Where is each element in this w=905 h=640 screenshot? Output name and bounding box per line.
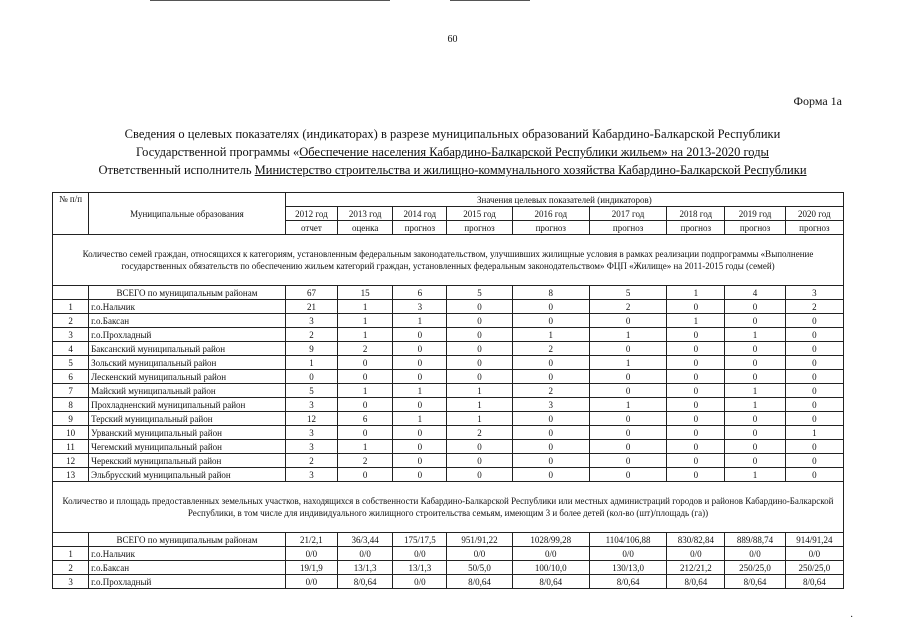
value-cell: 13/1,3 xyxy=(393,561,447,575)
header-year: 2014 год xyxy=(393,207,447,221)
value-cell: 1 xyxy=(725,328,785,342)
value-cell: 13/1,3 xyxy=(338,561,393,575)
value-cell: 100/10,0 xyxy=(512,561,589,575)
value-cell: 0 xyxy=(447,440,512,454)
value-cell: 0 xyxy=(667,328,725,342)
value-cell: 0 xyxy=(667,356,725,370)
value-cell: 0/0 xyxy=(285,547,337,561)
row-number: 3 xyxy=(53,328,89,342)
total-label: ВСЕГО по муниципальным районам xyxy=(89,533,286,547)
header-group: Значения целевых показателей (индикаторов) xyxy=(285,193,843,207)
value-cell: 0 xyxy=(393,370,447,384)
header-year: 2012 год xyxy=(285,207,337,221)
total-label: ВСЕГО по муниципальным районам xyxy=(89,286,286,300)
value-cell: 212/21,2 xyxy=(667,561,725,575)
table-row xyxy=(53,575,844,589)
value-cell: 0 xyxy=(589,468,666,482)
value-cell: 0 xyxy=(512,314,589,328)
value-cell: 0 xyxy=(785,384,843,398)
row-number: 1 xyxy=(53,547,89,561)
value-cell: 1 xyxy=(447,412,512,426)
value-cell: 0 xyxy=(589,426,666,440)
value-cell: 0 xyxy=(667,454,725,468)
value-cell: 0 xyxy=(725,426,785,440)
section-title: Количество и площадь предоставленных земельных участков, находящихся в собственности Кабардино-Балкарской Республики или местных администраций городов и районов Кабардино-Балкарской Республики, в том числе для индивидуального жилищного строительства семьям, имеющим 3 и более детей (кол-во (шт)/площадь (га)) xyxy=(53,482,844,533)
table-row xyxy=(53,412,844,426)
value-cell: 2 xyxy=(338,454,393,468)
value-cell: 1 xyxy=(393,384,447,398)
value-cell: 0 xyxy=(667,398,725,412)
header-type: оценка xyxy=(338,221,393,235)
value-cell: 250/25,0 xyxy=(785,561,843,575)
municipality-name: Эльбрусский муниципальный район xyxy=(89,468,286,482)
value-cell: 0 xyxy=(667,426,725,440)
value-cell: 0 xyxy=(338,356,393,370)
value-cell: 0 xyxy=(589,412,666,426)
municipality-name: Урванский муниципальный район xyxy=(89,426,286,440)
value-cell: 1 xyxy=(785,426,843,440)
total-value-cell: 175/17,5 xyxy=(393,533,447,547)
value-cell: 1 xyxy=(725,468,785,482)
row-number: 10 xyxy=(53,426,89,440)
value-cell: 0 xyxy=(338,468,393,482)
row-number: 7 xyxy=(53,384,89,398)
value-cell: 12 xyxy=(285,412,337,426)
value-cell: 0 xyxy=(785,440,843,454)
value-cell: 0/0 xyxy=(589,547,666,561)
total-num-cell xyxy=(53,533,89,547)
municipality-name: г.о.Баксан xyxy=(89,561,286,575)
total-value-cell: 5 xyxy=(589,286,666,300)
value-cell: 0 xyxy=(667,468,725,482)
value-cell: 1 xyxy=(338,300,393,314)
value-cell: 0 xyxy=(512,356,589,370)
total-value-cell: 1104/106,88 xyxy=(589,533,666,547)
header-year: 2019 год xyxy=(725,207,785,221)
header-type: прогноз xyxy=(589,221,666,235)
value-cell: 250/25,0 xyxy=(725,561,785,575)
total-value-cell: 4 xyxy=(725,286,785,300)
value-cell: 3 xyxy=(285,314,337,328)
row-number: 13 xyxy=(53,468,89,482)
value-cell: 130/13,0 xyxy=(589,561,666,575)
total-value-cell: 914/91,24 xyxy=(785,533,843,547)
value-cell: 0 xyxy=(725,356,785,370)
value-cell: 1 xyxy=(447,384,512,398)
header-type: прогноз xyxy=(393,221,447,235)
page-number: 60 xyxy=(447,34,458,45)
table-row xyxy=(53,440,844,454)
section-header-row xyxy=(53,482,844,533)
header-type: прогноз xyxy=(785,221,843,235)
value-cell: 0 xyxy=(667,342,725,356)
value-cell: 0 xyxy=(512,426,589,440)
row-number: 12 xyxy=(53,454,89,468)
total-value-cell: 830/82,84 xyxy=(667,533,725,547)
value-cell: 8/0,64 xyxy=(512,575,589,589)
value-cell: 0 xyxy=(447,356,512,370)
executor-prefix: Ответственный исполнитель xyxy=(98,163,255,177)
value-cell: 0 xyxy=(667,300,725,314)
total-row xyxy=(53,286,844,300)
value-cell: 0 xyxy=(393,328,447,342)
header-year: 2013 год xyxy=(338,207,393,221)
table-row xyxy=(53,426,844,440)
table-row xyxy=(53,300,844,314)
value-cell: 21 xyxy=(285,300,337,314)
value-cell: 8/0,64 xyxy=(589,575,666,589)
top-rule xyxy=(150,0,390,1)
value-cell: 0 xyxy=(447,342,512,356)
municipality-name: Прохладненский муниципальный район xyxy=(89,398,286,412)
value-cell: 2 xyxy=(512,384,589,398)
total-row xyxy=(53,533,844,547)
value-cell: 0 xyxy=(667,440,725,454)
value-cell: 0 xyxy=(393,440,447,454)
form-label: Форма 1а xyxy=(793,94,842,108)
value-cell: 1 xyxy=(393,314,447,328)
value-cell: 0 xyxy=(725,342,785,356)
total-value-cell: 3 xyxy=(785,286,843,300)
table-row xyxy=(53,356,844,370)
value-cell: 0 xyxy=(393,398,447,412)
value-cell: 0 xyxy=(285,370,337,384)
value-cell: 50/5,0 xyxy=(447,561,512,575)
value-cell: 0 xyxy=(725,300,785,314)
value-cell: 0 xyxy=(512,370,589,384)
value-cell: 2 xyxy=(589,300,666,314)
value-cell: 1 xyxy=(447,398,512,412)
municipality-name: Лескенский муниципальный район xyxy=(89,370,286,384)
value-cell: 3 xyxy=(285,468,337,482)
value-cell: 0 xyxy=(725,440,785,454)
municipality-name: Терский муниципальный район xyxy=(89,412,286,426)
row-number: 9 xyxy=(53,412,89,426)
row-number: 6 xyxy=(53,370,89,384)
section-header-row xyxy=(53,235,844,286)
value-cell: 0 xyxy=(393,426,447,440)
value-cell: 0 xyxy=(589,440,666,454)
header-municipal: Муниципальные образования xyxy=(89,193,286,235)
value-cell: 1 xyxy=(393,412,447,426)
document-title-line2 xyxy=(0,145,905,160)
value-cell: 0 xyxy=(393,454,447,468)
municipality-name: г.о.Баксан xyxy=(89,314,286,328)
table-row xyxy=(53,328,844,342)
row-number: 2 xyxy=(53,561,89,575)
value-cell: 0 xyxy=(725,412,785,426)
value-cell: 0 xyxy=(667,370,725,384)
header-type: прогноз xyxy=(512,221,589,235)
value-cell: 8/0,64 xyxy=(667,575,725,589)
row-number: 2 xyxy=(53,314,89,328)
value-cell: 0 xyxy=(338,370,393,384)
value-cell: 0 xyxy=(725,370,785,384)
value-cell: 1 xyxy=(512,328,589,342)
total-value-cell: 36/3,44 xyxy=(338,533,393,547)
value-cell: 0/0 xyxy=(338,547,393,561)
table-row xyxy=(53,398,844,412)
table-row xyxy=(53,314,844,328)
total-value-cell: 8 xyxy=(512,286,589,300)
total-value-cell: 889/88,74 xyxy=(725,533,785,547)
municipality-name: Баксанский муниципальный район xyxy=(89,342,286,356)
value-cell: 1 xyxy=(285,356,337,370)
row-number: 1 xyxy=(53,300,89,314)
value-cell: 8/0,64 xyxy=(447,575,512,589)
row-number: 3 xyxy=(53,575,89,589)
value-cell: 0 xyxy=(512,454,589,468)
header-year: 2020 год xyxy=(785,207,843,221)
value-cell: 0/0 xyxy=(393,547,447,561)
value-cell: 3 xyxy=(285,440,337,454)
value-cell: 0 xyxy=(785,328,843,342)
section-title: Количество семей граждан, относящихся к категориям, установленным федеральным законодательством, улучшивших жилищные условия в рамках реализации подпрограммы «Выполнение государственных обязательств по обеспечению жильем категорий граждан, установленных федеральным законодательством» ФЦП «Жилище» на 2011-2015 годы (семей) xyxy=(53,235,844,286)
header-type: отчет xyxy=(285,221,337,235)
value-cell: 0 xyxy=(785,398,843,412)
value-cell: 0 xyxy=(447,328,512,342)
header-type: прогноз xyxy=(725,221,785,235)
value-cell: 1 xyxy=(589,328,666,342)
value-cell: 0/0 xyxy=(725,547,785,561)
value-cell: 2 xyxy=(447,426,512,440)
value-cell: 0 xyxy=(589,342,666,356)
value-cell: 0 xyxy=(512,468,589,482)
value-cell: 1 xyxy=(589,398,666,412)
value-cell: 0 xyxy=(785,454,843,468)
value-cell: 0 xyxy=(785,468,843,482)
value-cell: 1 xyxy=(589,356,666,370)
table-body xyxy=(53,235,844,589)
executor-name: Министерство строительства и жилищно-коммунального хозяйства Кабардино-Балкарской Республики xyxy=(254,163,807,177)
value-cell: 0 xyxy=(667,384,725,398)
program-name: Обеспечение населения Кабардино-Балкарской Республики жильем» на 2013-2020 годы xyxy=(299,145,769,159)
total-value-cell: 67 xyxy=(285,286,337,300)
value-cell: 0/0 xyxy=(785,547,843,561)
municipality-name: Черекский муниципальный район xyxy=(89,454,286,468)
value-cell: 9 xyxy=(285,342,337,356)
total-value-cell: 21/2,1 xyxy=(285,533,337,547)
value-cell: 19/1,9 xyxy=(285,561,337,575)
value-cell: 0 xyxy=(785,412,843,426)
value-cell: 0 xyxy=(785,342,843,356)
value-cell: 3 xyxy=(285,426,337,440)
value-cell: 0 xyxy=(393,468,447,482)
value-cell: 0 xyxy=(393,342,447,356)
table-row xyxy=(53,547,844,561)
header-year: 2016 год xyxy=(512,207,589,221)
table-row xyxy=(53,342,844,356)
municipality-name: Зольский муниципальный район xyxy=(89,356,286,370)
value-cell: 2 xyxy=(785,300,843,314)
value-cell: 0 xyxy=(338,426,393,440)
municipality-name: г.о.Нальчик xyxy=(89,547,286,561)
value-cell: 3 xyxy=(393,300,447,314)
value-cell: 0 xyxy=(785,356,843,370)
header-type: прогноз xyxy=(447,221,512,235)
value-cell: 8/0,64 xyxy=(785,575,843,589)
value-cell: 0 xyxy=(447,300,512,314)
value-cell: 0 xyxy=(447,454,512,468)
header-year: 2018 год xyxy=(667,207,725,221)
value-cell: 2 xyxy=(285,328,337,342)
value-cell: 3 xyxy=(512,398,589,412)
value-cell: 3 xyxy=(285,398,337,412)
value-cell: 0/0 xyxy=(447,547,512,561)
value-cell: 0 xyxy=(447,468,512,482)
total-value-cell: 15 xyxy=(338,286,393,300)
value-cell: 0 xyxy=(447,314,512,328)
table-row xyxy=(53,468,844,482)
value-cell: 0 xyxy=(725,314,785,328)
value-cell: 1 xyxy=(338,328,393,342)
row-number: 11 xyxy=(53,440,89,454)
value-cell: 8/0,64 xyxy=(725,575,785,589)
value-cell: 1 xyxy=(667,314,725,328)
header-num: № п/п xyxy=(53,193,89,235)
value-cell: 0 xyxy=(512,440,589,454)
municipality-name: г.о.Прохладный xyxy=(89,575,286,589)
value-cell: 1 xyxy=(725,398,785,412)
value-cell: 0 xyxy=(785,370,843,384)
value-cell: 0 xyxy=(589,384,666,398)
total-value-cell: 6 xyxy=(393,286,447,300)
value-cell: 0/0 xyxy=(393,575,447,589)
value-cell: 1 xyxy=(338,384,393,398)
total-value-cell: 951/91,22 xyxy=(447,533,512,547)
value-cell: 0/0 xyxy=(285,575,337,589)
table-row xyxy=(53,454,844,468)
value-cell: 8/0,64 xyxy=(338,575,393,589)
value-cell: 0 xyxy=(667,412,725,426)
value-cell: 0 xyxy=(785,314,843,328)
value-cell: 2 xyxy=(512,342,589,356)
municipality-name: Майский муниципальный район xyxy=(89,384,286,398)
value-cell: 0 xyxy=(589,314,666,328)
value-cell: 5 xyxy=(285,384,337,398)
row-number: 8 xyxy=(53,398,89,412)
header-year: 2017 год xyxy=(589,207,666,221)
header-year: 2015 год xyxy=(447,207,512,221)
table-row xyxy=(53,384,844,398)
total-value-cell: 5 xyxy=(447,286,512,300)
header-type: прогноз xyxy=(667,221,725,235)
corner-mark: · xyxy=(850,612,854,623)
municipality-name: г.о.Нальчик xyxy=(89,300,286,314)
value-cell: 0/0 xyxy=(512,547,589,561)
value-cell: 0 xyxy=(393,356,447,370)
table-row xyxy=(53,561,844,575)
municipality-name: Чегемский муниципальный район xyxy=(89,440,286,454)
row-number: 4 xyxy=(53,342,89,356)
document-title-line1: Сведения о целевых показателях (индикаторах) в разрезе муниципальных образований Кабардино-Балкарской Республики xyxy=(124,127,781,141)
document-title-line3 xyxy=(0,163,905,178)
indicators-table xyxy=(52,192,844,589)
total-value-cell: 1028/99,28 xyxy=(512,533,589,547)
value-cell: 0 xyxy=(589,370,666,384)
value-cell: 0 xyxy=(447,370,512,384)
value-cell: 2 xyxy=(285,454,337,468)
row-number: 5 xyxy=(53,356,89,370)
value-cell: 0 xyxy=(725,454,785,468)
municipality-name: г.о.Прохладный xyxy=(89,328,286,342)
total-num-cell xyxy=(53,286,89,300)
value-cell: 1 xyxy=(338,314,393,328)
value-cell: 1 xyxy=(725,384,785,398)
value-cell: 0 xyxy=(512,412,589,426)
total-value-cell: 1 xyxy=(667,286,725,300)
value-cell: 6 xyxy=(338,412,393,426)
value-cell: 0 xyxy=(512,300,589,314)
top-rule-2 xyxy=(450,0,530,1)
value-cell: 0 xyxy=(338,398,393,412)
program-prefix: Государственной программы « xyxy=(136,145,300,159)
value-cell: 0 xyxy=(589,454,666,468)
table-row xyxy=(53,370,844,384)
value-cell: 0/0 xyxy=(667,547,725,561)
value-cell: 2 xyxy=(338,342,393,356)
value-cell: 1 xyxy=(338,440,393,454)
